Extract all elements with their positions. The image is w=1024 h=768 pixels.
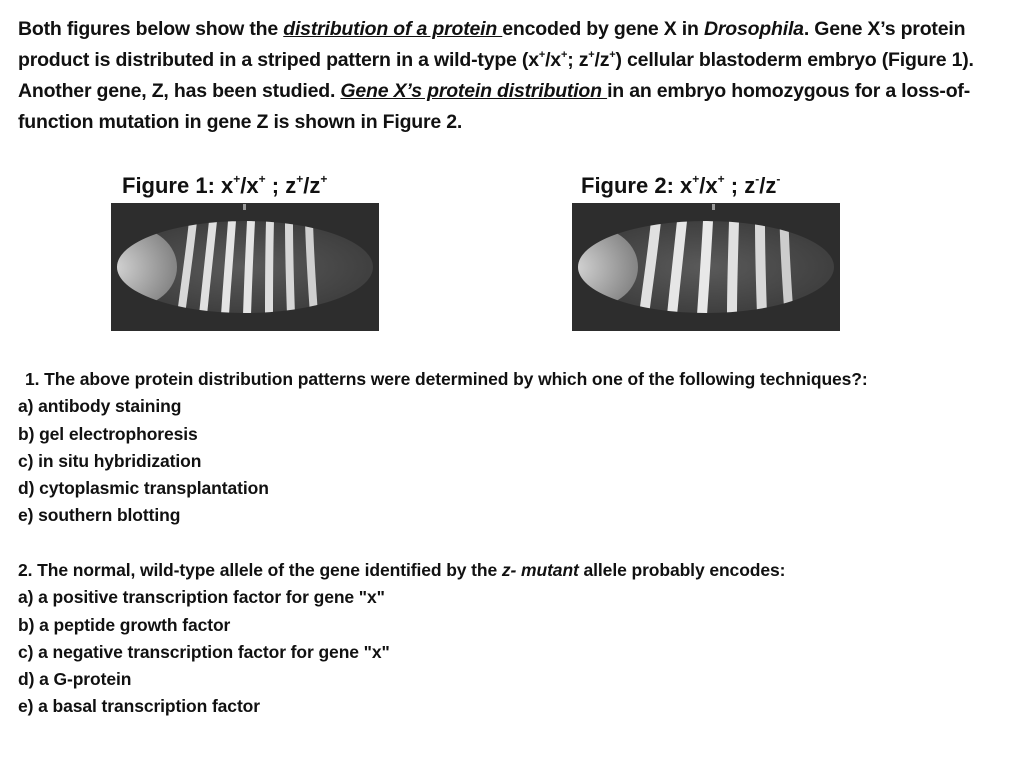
superscript: + xyxy=(609,49,616,61)
stripe xyxy=(732,221,734,315)
answer-option: b) a peptide growth factor xyxy=(18,614,231,635)
superscript: + xyxy=(692,172,700,186)
embryo-figure-1 xyxy=(111,203,379,331)
answer-option: c) in situ hybridization xyxy=(18,450,202,471)
superscript: + xyxy=(233,172,241,186)
embryo-figure-2 xyxy=(572,203,840,331)
superscript: - xyxy=(755,172,760,186)
answer-option: d) a G-protein xyxy=(18,669,132,690)
superscript: + xyxy=(538,49,546,61)
figure-title-text: /x xyxy=(240,173,259,198)
question-text: allele probably encodes: xyxy=(578,560,786,580)
answer-option: b) gel electrophoresis xyxy=(18,423,198,444)
question-number: 1. xyxy=(25,369,40,389)
figure-1-title xyxy=(122,172,327,200)
question-1-stem xyxy=(18,366,1018,393)
intro-organism: Drosophila xyxy=(703,18,804,40)
intro-text: in an embryo homozygous for a loss-of-function mutation in gene Z is shown in Figure 2. xyxy=(18,80,970,133)
figure-marker xyxy=(243,204,246,210)
superscript: + xyxy=(560,49,568,61)
superscript: + xyxy=(588,49,595,61)
answer-option: c) a negative transcription factor for gene "x" xyxy=(18,641,390,662)
superscript: - xyxy=(776,172,781,186)
figure-title-text: ; z xyxy=(724,173,756,198)
figure-title-text: /z xyxy=(303,173,321,198)
intro-emphasis: Gene X’s protein distribution xyxy=(340,80,608,102)
intro-text: encoded by gene X in xyxy=(502,18,704,40)
intro-text: . Gene X’s protein product is distributed in a striped pattern in a wild-type (x xyxy=(18,18,966,71)
question-text: The above protein distribution patterns were determined by which one of the following techniques?: xyxy=(39,369,868,389)
figure-1-embryo-image xyxy=(111,203,379,331)
stripe xyxy=(289,221,291,315)
intro-emphasis: distribution of a protein xyxy=(283,18,503,40)
question-number: 2 xyxy=(18,560,28,580)
intro-text: ) cellular blastoderm embryo (Figure 1). Another gene, Z, has been studied. xyxy=(18,49,974,102)
figure-marker xyxy=(712,204,715,210)
question-emphasis: z- mutant xyxy=(501,560,579,580)
question-2-stem xyxy=(18,557,1018,584)
figure-2-title xyxy=(581,172,780,200)
answer-option: a) antibody staining xyxy=(18,396,182,417)
intro-text: /z xyxy=(594,49,610,71)
intro-text: Both figures below show the xyxy=(18,18,284,40)
question-text: . The normal, wild-type allele of the gene identified by the xyxy=(27,560,502,580)
stripe xyxy=(247,221,251,315)
figure-title-text: /x xyxy=(699,173,718,198)
question-2 xyxy=(18,557,1018,721)
stripe xyxy=(269,221,270,315)
stripe xyxy=(309,221,314,315)
intro-text: /x xyxy=(545,49,561,71)
figure-title-text: Figure 2: x xyxy=(581,173,693,198)
answer-option: e) southern blotting xyxy=(18,505,181,526)
figure-title-text: Figure 1: x xyxy=(122,173,234,198)
figure-title-text: ; z xyxy=(265,173,297,198)
stripe xyxy=(784,221,789,315)
stripe xyxy=(702,221,708,315)
figure-title-text: /z xyxy=(759,173,777,198)
intro-paragraph xyxy=(18,14,1008,138)
answer-option: a) a positive transcription factor for gene "x" xyxy=(18,587,385,608)
superscript: + xyxy=(296,172,304,186)
question-1 xyxy=(18,366,1018,530)
superscript: + xyxy=(258,172,266,186)
superscript: + xyxy=(320,172,328,186)
answer-option: e) a basal transcription factor xyxy=(18,696,260,717)
intro-text: ; z xyxy=(567,49,589,71)
stripe xyxy=(760,221,762,315)
figure-2-embryo-image xyxy=(572,203,840,331)
answer-option: d) cytoplasmic transplantation xyxy=(18,478,269,499)
superscript: + xyxy=(717,172,725,186)
